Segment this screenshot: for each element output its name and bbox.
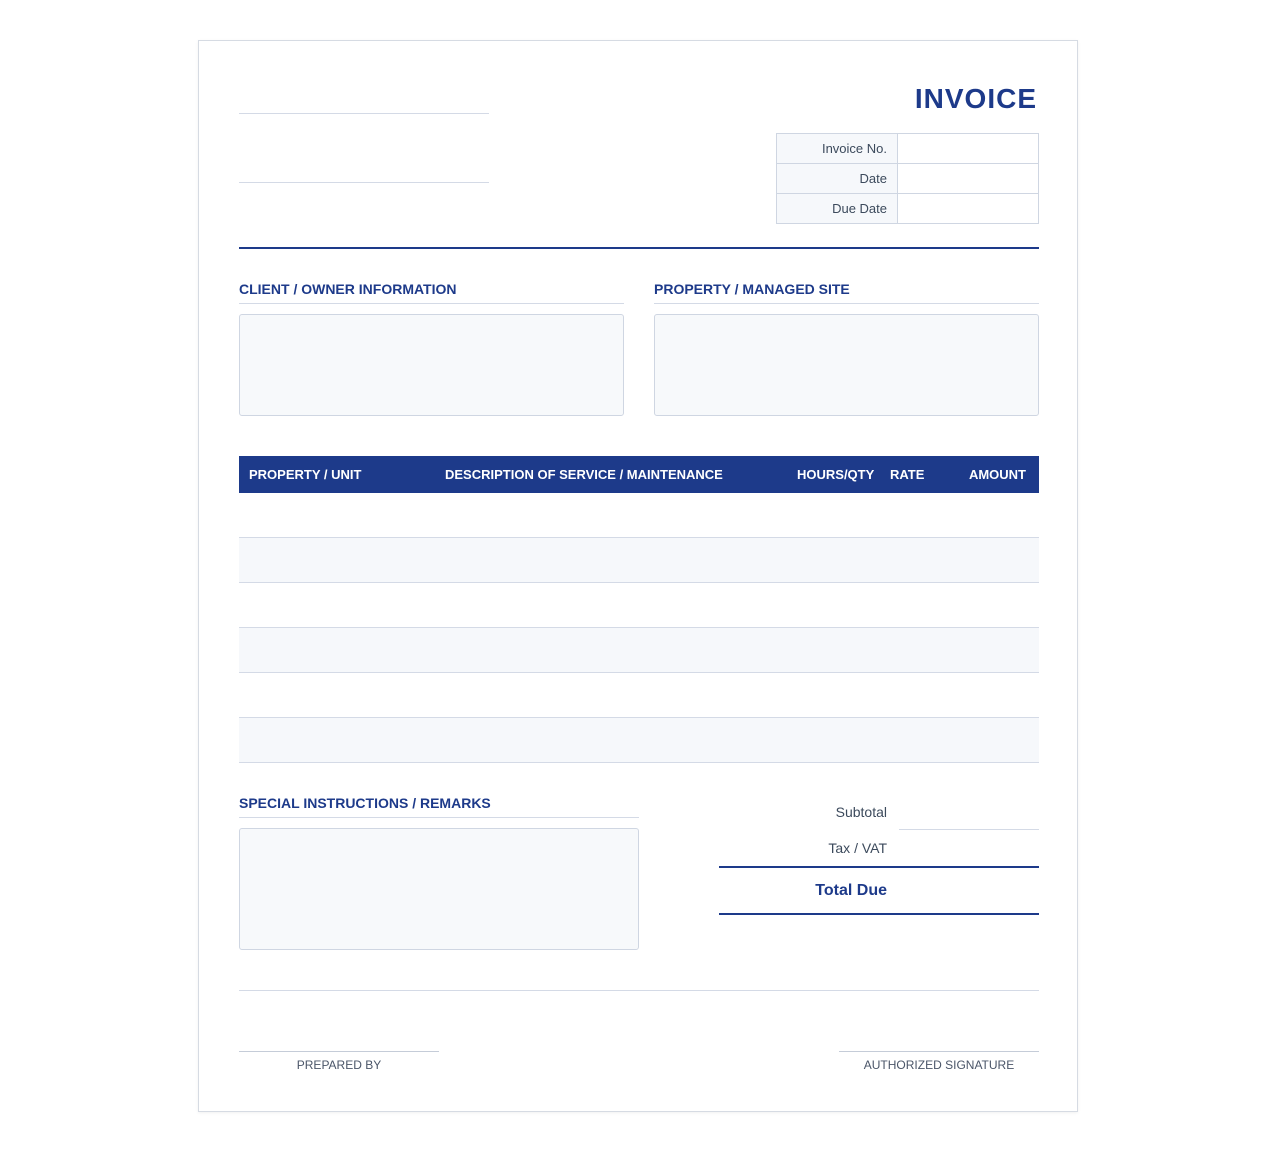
total-rule <box>719 913 1039 915</box>
remarks-section-label: SPECIAL INSTRUCTIONS / REMARKS <box>239 795 491 811</box>
property-section-rule <box>654 303 1039 304</box>
invoice-page <box>198 40 1078 1112</box>
table-row[interactable] <box>239 628 1039 673</box>
property-info-box[interactable] <box>654 314 1039 416</box>
authorized-signature-line[interactable] <box>839 1051 1039 1052</box>
invoice-meta-table <box>776 133 1039 224</box>
meta-row-due-date <box>777 194 1039 224</box>
remarks-box[interactable] <box>239 828 639 950</box>
client-info-box[interactable] <box>239 314 624 416</box>
meta-row-invoice-no <box>777 134 1039 164</box>
tax-rule <box>719 866 1039 868</box>
col-hours-qty: HOURS/QTY <box>797 467 875 482</box>
table-row[interactable] <box>239 493 1039 538</box>
property-section-label: PROPERTY / MANAGED SITE <box>654 281 850 297</box>
company-address-line[interactable] <box>239 182 489 183</box>
subtotal-label: Subtotal <box>835 804 887 820</box>
date-label: Date <box>777 164 898 194</box>
company-name-line[interactable] <box>239 113 489 114</box>
due-date-label: Due Date <box>777 194 898 224</box>
table-row[interactable] <box>239 538 1039 583</box>
meta-row-date <box>777 164 1039 194</box>
table-row[interactable] <box>239 718 1039 763</box>
col-description: DESCRIPTION OF SERVICE / MAINTENANCE <box>445 467 723 482</box>
client-section-rule <box>239 303 624 304</box>
authorized-signature-label: AUTHORIZED SIGNATURE <box>863 1058 1015 1072</box>
footer-divider <box>239 990 1039 991</box>
col-property-unit: PROPERTY / UNIT <box>249 467 362 482</box>
table-row[interactable] <box>239 583 1039 628</box>
total-due-label: Total Due <box>815 882 887 899</box>
table-row[interactable] <box>239 673 1039 718</box>
prepared-by-line[interactable] <box>239 1051 439 1052</box>
col-amount: AMOUNT <box>968 467 1026 482</box>
remarks-section-rule <box>239 817 639 818</box>
prepared-by-label: PREPARED BY <box>296 1058 382 1072</box>
invoice-no-label: Invoice No. <box>777 134 898 164</box>
items-table-header <box>239 456 1039 493</box>
subtotal-field[interactable] <box>899 829 1039 830</box>
client-section-label: CLIENT / OWNER INFORMATION <box>239 281 457 297</box>
invoice-title: INVOICE <box>914 83 1037 114</box>
col-rate: RATE <box>890 467 925 482</box>
header-divider <box>239 247 1039 249</box>
due-date-field[interactable] <box>898 194 1039 224</box>
tax-label: Tax / VAT <box>828 840 887 856</box>
date-field[interactable] <box>898 164 1039 194</box>
invoice-no-field[interactable] <box>898 134 1039 164</box>
